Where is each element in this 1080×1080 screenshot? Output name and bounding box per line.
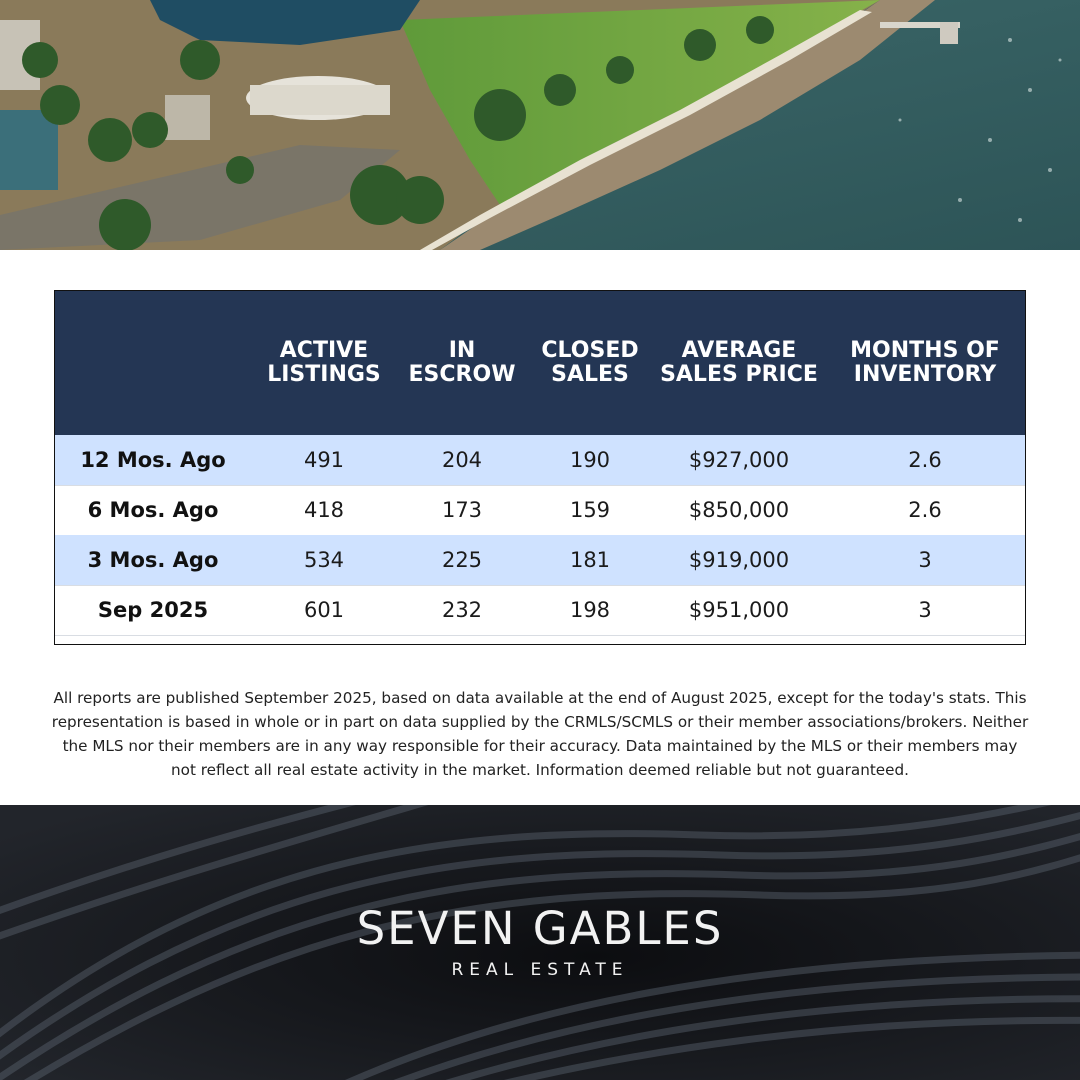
row-label: 12 Mos. Ago <box>80 448 226 472</box>
table-row <box>55 585 1025 636</box>
months-of-inventory-value: 3 <box>918 598 932 622</box>
brand-logo <box>0 902 1080 981</box>
active-listings-value: 534 <box>303 548 345 572</box>
closed-sales-value: 159 <box>569 498 611 522</box>
average-sales-price-value: $927,000 <box>688 448 790 472</box>
brand-name: SEVEN GABLES <box>356 902 724 955</box>
brand-footer <box>0 805 1080 1080</box>
table-header <box>55 291 1025 435</box>
average-sales-price-value: $850,000 <box>688 498 790 522</box>
average-sales-price-value: $951,000 <box>688 598 790 622</box>
in-escrow-value: 225 <box>441 548 483 572</box>
active-listings-value: 601 <box>303 598 345 622</box>
months-of-inventory-value: 2.6 <box>908 498 942 522</box>
in-escrow-value: 232 <box>441 598 483 622</box>
table-row <box>55 435 1025 486</box>
hero-aerial-photo <box>0 0 1080 250</box>
closed-sales-value: 190 <box>569 448 611 472</box>
header-in-escrow: IN ESCROW <box>408 338 516 387</box>
table-row <box>55 485 1025 536</box>
months-of-inventory-value: 2.6 <box>908 448 942 472</box>
closed-sales-value: 181 <box>569 548 611 572</box>
months-of-inventory-value: 3 <box>918 548 932 572</box>
active-listings-value: 491 <box>303 448 345 472</box>
in-escrow-value: 173 <box>441 498 483 522</box>
brand-tagline: REAL ESTATE <box>451 960 629 980</box>
row-label: 6 Mos. Ago <box>87 498 219 522</box>
header-active-listings: ACTIVE LISTINGS <box>267 338 381 387</box>
header-closed-sales: CLOSED SALES <box>541 338 639 387</box>
market-stats-table <box>54 290 1026 645</box>
row-label: Sep 2025 <box>97 598 209 622</box>
average-sales-price-value: $919,000 <box>688 548 790 572</box>
in-escrow-value: 204 <box>441 448 483 472</box>
header-months-of-inventory: MONTHS OF INVENTORY <box>850 338 1000 387</box>
aerial-photo-illustration <box>0 0 1080 250</box>
closed-sales-value: 198 <box>569 598 611 622</box>
header-average-sales-price: AVERAGE SALES PRICE <box>660 338 818 387</box>
disclaimer-text: All reports are published September 2025, based on data available at the end of August 2025, except for the today's stats. This representation is based in whole or in part on data supplied by the CRMLS/SCMLS or their member associations/brokers. Neither the MLS nor their members are in any way responsible for their accuracy. Data maintained by the MLS or their members may not reflect all real estate activity in the market. Information deemed reliable but not guaranteed. <box>51 689 1029 779</box>
row-label: 3 Mos. Ago <box>87 548 219 572</box>
active-listings-value: 418 <box>303 498 345 522</box>
table-row <box>55 535 1025 586</box>
